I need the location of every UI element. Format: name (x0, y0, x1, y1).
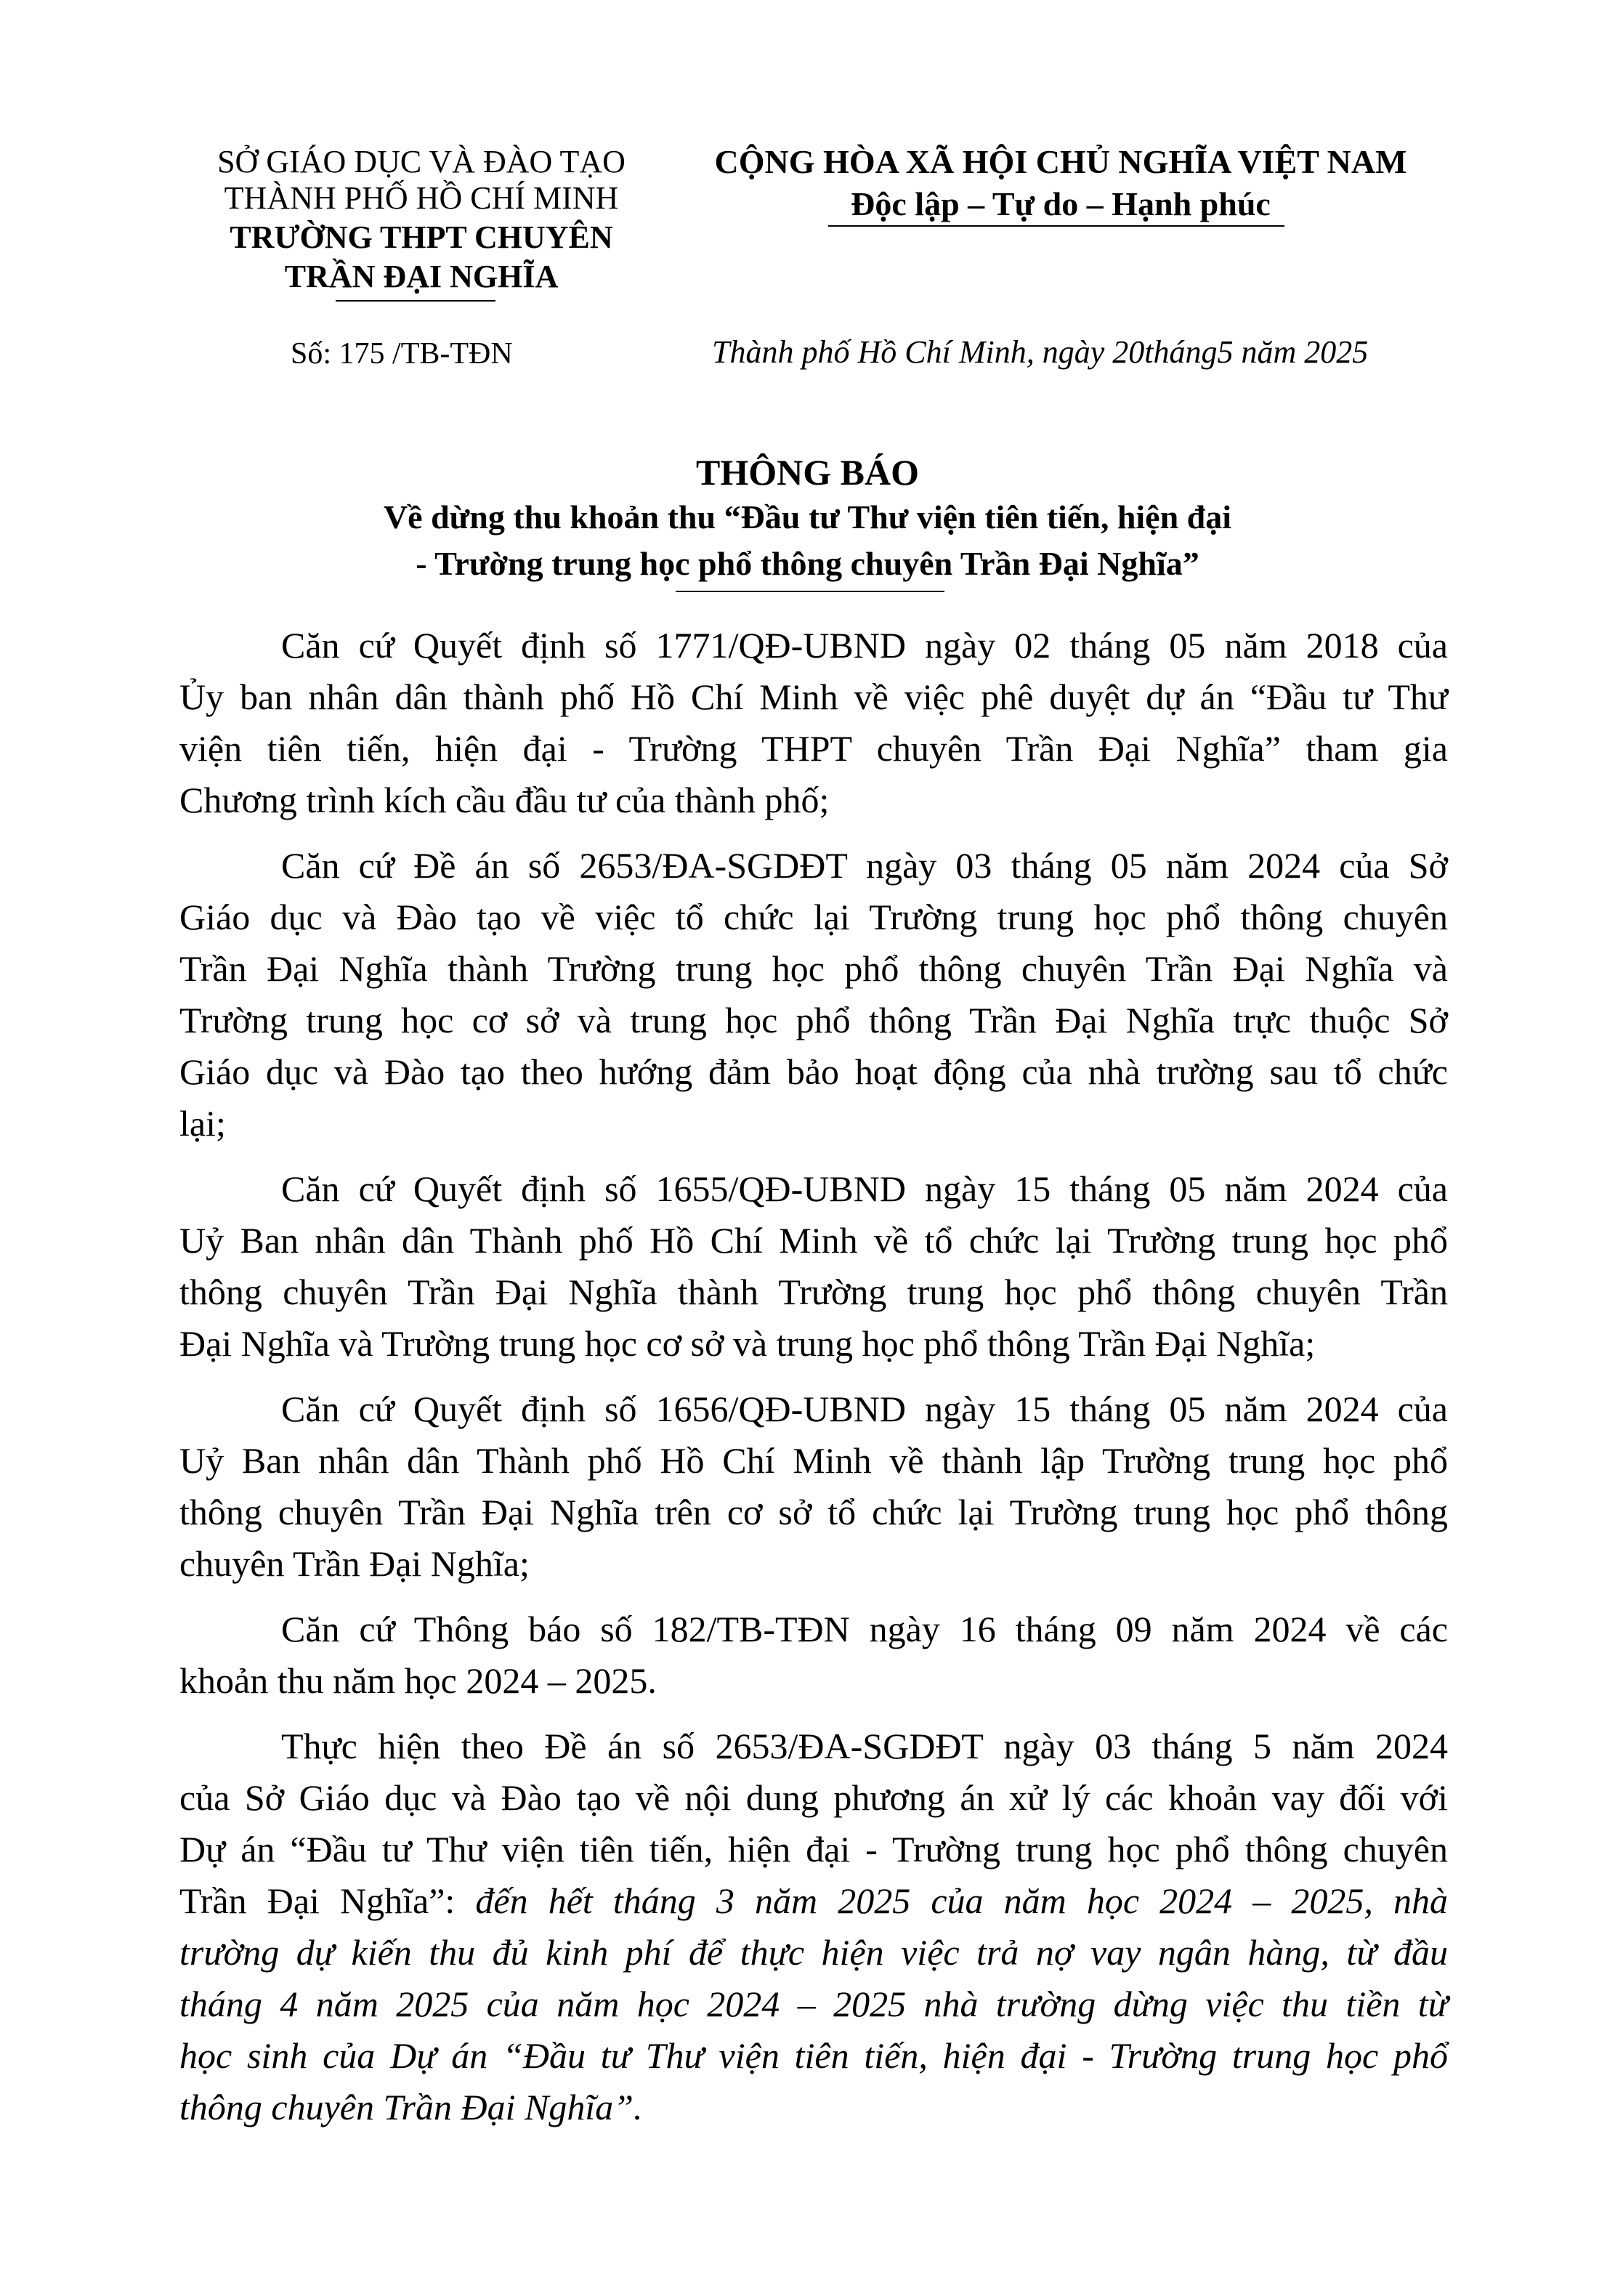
document-subtitle (0, 494, 1615, 587)
paragraph-line: Trường trung học cơ sở và trung học phổ thông Trần Đại Nghĩa trực thuộc Sở (179, 1000, 1448, 1040)
motto-underline (828, 225, 1284, 227)
subtitle-underline (676, 591, 944, 592)
nation-name: CỘNG HÒA XÃ HỘI CHỦ NGHĨA VIỆT NAM (714, 143, 1407, 180)
issuer-block (196, 142, 647, 296)
issuer-school-line2: TRẦN ĐẠI NGHĨA (284, 259, 559, 294)
paragraph-line: thông chuyên Trần Đại Nghĩa trên cơ sở tổ chức lại Trường trung học phổ thông (179, 1492, 1448, 1532)
paragraph-line: Ủy ban nhân dân thành phố Hồ Chí Minh về việc phê duyệt dự án “Đầu tư Thư (179, 676, 1448, 717)
subtitle-line1: Về dừng thu khoản thu “Đầu tư Thư viện tiên tiến, hiện đại (383, 498, 1232, 535)
paragraph-mixed-line (179, 1875, 1448, 1927)
paragraph-italic-line: tháng 4 năm 2025 của năm học 2024 – 2025 nhà trường dừng việc thu tiền từ (179, 1984, 1448, 2024)
paragraph-4 (179, 1383, 1448, 1590)
paragraph-line: Trần Đại Nghĩa thành Trường trung học phổ thông chuyên Trần Đại Nghĩa và (179, 948, 1448, 989)
paragraph-line: Uỷ Ban nhân dân Thành phố Hồ Chí Minh về tổ chức lại Trường trung học phổ (179, 1220, 1448, 1261)
paragraph-line: Uỷ Ban nhân dân Thành phố Hồ Chí Minh về thành lập Trường trung học phổ (179, 1440, 1448, 1481)
national-title (690, 142, 1431, 224)
paragraph-line: Thực hiện theo Đề án số 2653/ĐA-SGDĐT ngày 03 tháng 5 năm 2024 (281, 1726, 1448, 1766)
paragraph-line: lại; (179, 1103, 226, 1144)
paragraph-5 (179, 1604, 1448, 1707)
paragraph-line: Căn cứ Thông báo số 182/TB-TĐN ngày 16 tháng 09 năm 2024 về các (281, 1609, 1448, 1649)
document-body (179, 620, 1448, 2133)
issuer-school-line1: TRƯỜNG THPT CHUYÊN (230, 219, 613, 255)
paragraph-line: viện tiên tiến, hiện đại - Trường THPT chuyên Trần Đại Nghĩa” tham gia (179, 728, 1448, 769)
paragraph-6 (179, 1721, 1448, 2133)
paragraph-line: Giáo dục và Đào tạo về việc tổ chức lại Trường trung học phổ thông chuyên (179, 897, 1448, 937)
subtitle-line2: - Trường trung học phổ thông chuyên Trần Đại Nghĩa” (416, 545, 1199, 582)
paragraph-line: Căn cứ Quyết định số 1771/QĐ-UBND ngày 02 tháng 05 năm 2018 của (281, 625, 1448, 666)
paragraph-line-italic-part: đến hết tháng 3 năm 2025 của năm học 2024 – 2025, nhà (475, 1880, 1448, 1921)
paragraph-line: Căn cứ Quyết định số 1656/QĐ-UBND ngày 15 tháng 05 năm 2024 của (281, 1388, 1448, 1429)
paragraph-italic-line: trường dự kiến thu đủ kinh phí để thực hiện việc trả nợ vay ngân hàng, từ đầu (179, 1932, 1448, 1973)
issuer-city: THÀNH PHỐ HỒ CHÍ MINH (224, 180, 619, 216)
paragraph-line: Đại Nghĩa và Trường trung học cơ sở và trung học phổ thông Trần Đại Nghĩa; (179, 1323, 1316, 1364)
document-date: Thành phố Hồ Chí Minh, ngày 20tháng5 năm 2025 (712, 334, 1369, 370)
document-number: Số: 175 /TB-TĐN (291, 337, 513, 371)
paragraph-line: Căn cứ Quyết định số 1655/QĐ-UBND ngày 15 tháng 05 năm 2024 của (281, 1168, 1448, 1209)
issuer-department: SỞ GIÁO DỤC VÀ ĐÀO TẠO (217, 144, 626, 179)
paragraph-line: Giáo dục và Đào tạo theo hướng đảm bảo hoạt động của nhà trường sau tổ chức (179, 1051, 1448, 1092)
paragraph-line-normal-part: Trần Đại Nghĩa”: (179, 1880, 476, 1921)
paragraph-line: thông chuyên Trần Đại Nghĩa thành Trường trung học phổ thông chuyên Trần (179, 1272, 1448, 1312)
paragraph-italic-line: thông chuyên Trần Đại Nghĩa”. (179, 2087, 643, 2127)
paragraph-3 (179, 1163, 1448, 1370)
paragraph-line: Căn cứ Đề án số 2653/ĐA-SGDĐT ngày 03 tháng 05 năm 2024 của Sở (281, 845, 1448, 886)
document-title: THÔNG BÁO (696, 452, 919, 493)
issuer-underline (336, 300, 495, 302)
paragraph-line: Chương trình kích cầu đầu tư của thành phố; (179, 780, 830, 820)
paragraph-2 (179, 840, 1448, 1149)
paragraph-1 (179, 620, 1448, 826)
paragraph-italic-line: học sinh của Dự án “Đầu tư Thư viện tiên tiến, hiện đại - Trường trung học phổ (179, 2035, 1448, 2076)
paragraph-line: khoản thu năm học 2024 – 2025. (179, 1660, 657, 1701)
national-motto: Độc lập – Tự do – Hạnh phúc (851, 185, 1271, 222)
paragraph-line: chuyên Trần Đại Nghĩa; (179, 1543, 530, 1584)
paragraph-line: của Sở Giáo dục và Đào tạo về nội dung phương án xử lý các khoản vay đối với (179, 1777, 1448, 1818)
paragraph-line: Dự án “Đầu tư Thư viện tiên tiến, hiện đại - Trường trung học phổ thông chuyên (179, 1829, 1448, 1869)
